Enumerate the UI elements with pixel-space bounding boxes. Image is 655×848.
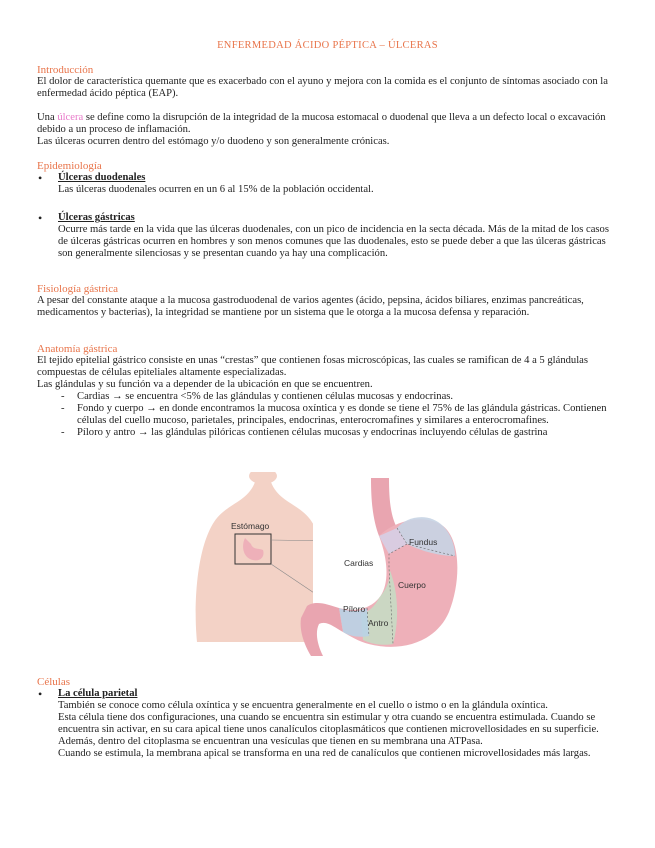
head-neck: [249, 472, 277, 484]
list-item-fondo-cuerpo: - Fondo y cuerpo → en donde encontramos la mucosa oxíntica y es donde se tiene el 75% de las glándula gástricas. Contienen células del cuello mucoso, parietales, principales, endocrinas, enterocromafines y similares a enterocromafines.: [37, 403, 619, 427]
list-item-piloro-antro: - Píloro y antro → las glándulas pilóricas contienen células mucosas y endocrinas incluyendo células de gastrina: [37, 427, 619, 439]
label-piloro: Píloro: [343, 604, 366, 614]
intro-p2-post: se define como la disrupción de la integridad de la mucosa estomacal o duodenal que lleva a un defecto local o excavación debido a un proceso de inflamación.: [37, 112, 606, 135]
section-epidemiologia: [37, 160, 619, 260]
intro-p2-pre: Una: [37, 112, 58, 123]
label-antro: Antro: [368, 618, 389, 628]
fisiologia-paragraph: A pesar del constante ataque a la mucosa gastroduodenal de varios agentes (ácido, pepsina, ácidos biliares, enzimas pancreáticas, medicamentos y bacterias), la integridad se mantiene por un sistema que le otorga a la mucosa defensa y reparación.: [37, 295, 584, 318]
celulas-paragraph-3: Cuando se estimula, la membrana apical se transforma en una red de canalículos que contienen microvellosidades más largas.: [58, 748, 591, 759]
bullet-ulceras-duodenales: [37, 172, 619, 196]
document-title: ENFERMEDAD ÁCIDO PÉPTICA – ÚLCERAS: [217, 40, 438, 51]
bullet-title: • Úlceras duodenales: [58, 172, 146, 183]
bullet-text: Ocurre más tarde en la vida que las úlceras duodenales, con un pico de incidencia en la secta década. Más de la mitad de los casos de úlceras gástricas ocurren en hombres y son menos comunes que las duodenales, esto se puede deber a que las úlceras gástricas son generalmente silenciosas y se presentan cuando ya hay una complicación.: [58, 224, 609, 259]
anatomia-paragraph-2: Las glándulas y su función va a depender de la ubicación en que se encuentren.: [37, 379, 373, 390]
heading-celulas: Células: [37, 676, 70, 688]
bullet-ulceras-gastricas: [37, 212, 619, 260]
heading-fisiologia: Fisiología gástrica: [37, 283, 118, 295]
anatomia-paragraph-1: El tejido epitelial gástrico consiste en unas “crestas” que contienen fosas microscópicas, las cuales se ramifican de 4 a 5 glándulas compuestas de células epiteliales altamente especializadas.: [37, 355, 588, 378]
bullet-title: • Úlceras gástricas: [58, 212, 135, 223]
section-fisiologia: [37, 283, 619, 319]
heading-epidemiologia: Epidemiología: [37, 160, 102, 172]
term-ulcera: úlcera: [57, 112, 84, 123]
label-estomago: Estómago: [231, 521, 270, 531]
section-introduccion: [37, 64, 619, 148]
section-celulas: [37, 676, 619, 760]
celulas-paragraph-1: También se conoce como célula oxíntica y se encuentra generalmente en el cuello o istmo o en la glándula oxíntica.: [58, 700, 548, 711]
bullet-text: Las úlceras duodenales ocurren en un 6 al 15% de la población occidental.: [58, 184, 374, 195]
label-cuerpo: Cuerpo: [398, 580, 426, 590]
bullet-celula-parietal: [37, 688, 619, 760]
heading-introduccion: Introducción: [37, 64, 94, 76]
stomach-illustration: [193, 472, 465, 656]
intro-paragraph-2: [37, 112, 619, 136]
intro-paragraph-1: El dolor de característica quemante que es exacerbado con el ayuno y mejora con la comida es el conjunto de síntomas asociado con la enfermedad ácido péptica (EAP).: [37, 76, 608, 99]
intro-paragraph-3: Las úlceras ocurren dentro del estómago y/o duodeno y son generalmente crónicas.: [37, 136, 390, 147]
label-cardias: Cardias: [344, 558, 374, 568]
bullet-title: • La célula parietal: [58, 688, 138, 699]
heading-anatomia: Anatomía gástrica: [37, 343, 118, 355]
celulas-paragraph-2: Esta célula tiene dos configuraciones, una cuando se encuentra sin estimular y otra cuando se encuentra estimulada. Cuando se encuentra sin activar, en su cara apical tiene unos canalículos citoplasmáticos que contienen microvellosidades en su superficie. Además, dentro del citoplasma se encuentran una vesículas que tienen en su membrana una ATPasa.: [58, 712, 599, 747]
stomach-anatomy-figure: [193, 472, 465, 656]
section-anatomia: [37, 343, 619, 439]
label-fundus: Fundus: [409, 537, 438, 547]
list-item-cardias: - Cardias → se encuentra <5% de las glándulas y contienen células mucosas y endocrinas.: [37, 391, 619, 403]
